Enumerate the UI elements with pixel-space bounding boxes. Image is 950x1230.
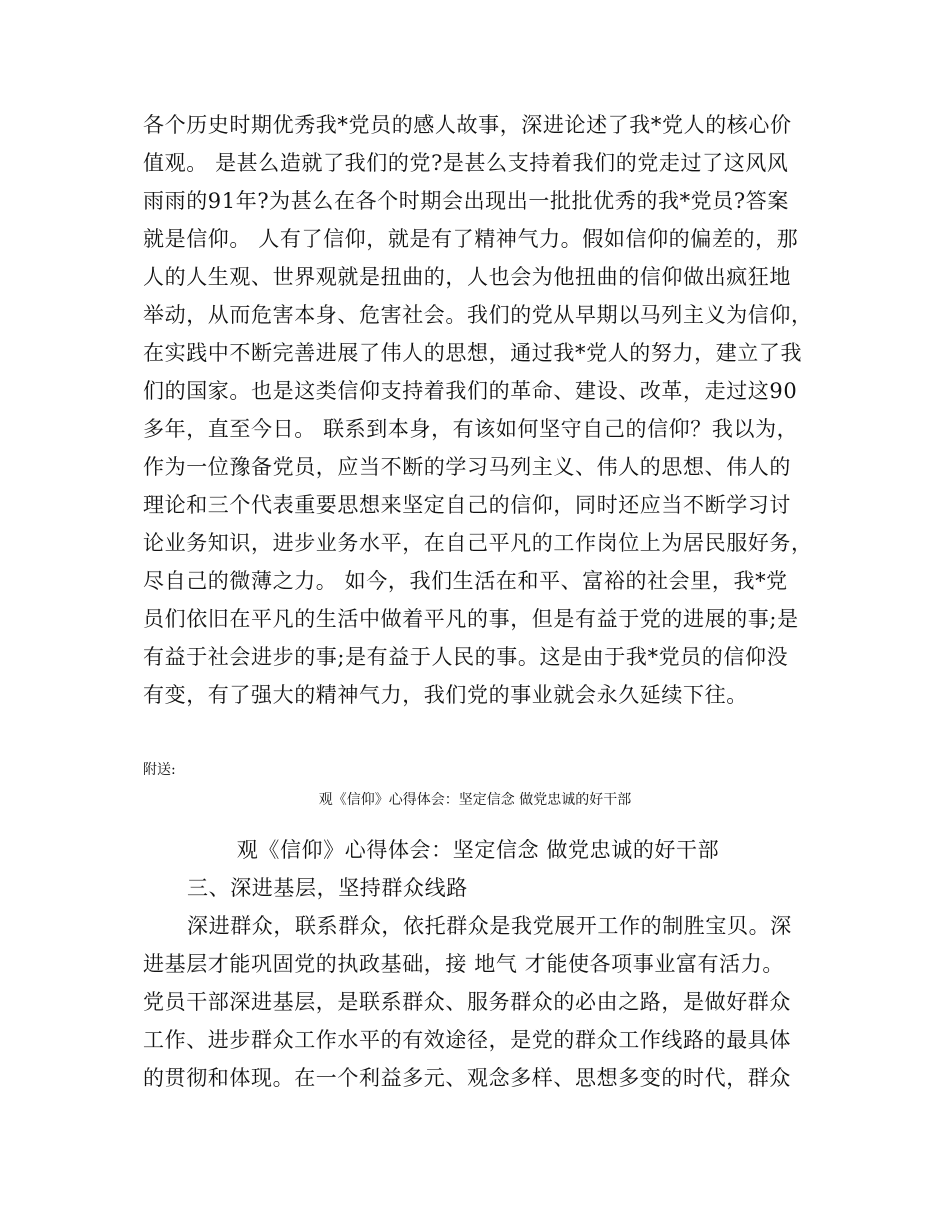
paragraph-line: 理论和三个代表重要思想来坚定自己的信仰，同时还应当不断学习讨	[143, 493, 791, 517]
paragraph-line: 工作、进步群众工作水平的有效途径，是党的群众工作线路的最具体	[143, 1028, 791, 1052]
paragraph-line: 就是信仰。 人有了信仰，就是有了精神气力。假如信仰的偏差的，那	[143, 227, 799, 251]
section-heading: 三、深进基层，坚持群众线路	[187, 876, 468, 900]
paragraph-line: 雨雨的91年?为甚么在各个时期会出现出一批批优秀的我*党员?答案	[143, 189, 789, 213]
paragraph-line: 们的国家。也是这类信仰支持着我们的革命、建设、改革，走过这90	[143, 379, 798, 403]
paragraph-line: 论业务知识，进步业务水平，在自己平凡的工作岗位上为居民服好务，	[143, 531, 813, 555]
paragraph-line: 进基层才能巩固党的执政基础，接 地气 才能使各项事业富有活力。	[143, 952, 784, 976]
paragraph-line: 党员干部深进基层，是联系群众、服务群众的必由之路，是做好群众	[143, 990, 791, 1014]
paragraph-line: 人的人生观、世界观就是扭曲的，人也会为他扭曲的信仰做出疯狂地	[143, 265, 791, 289]
attachment-title: 观《信仰》心得体会：坚定信念 做党忠诚的好干部	[318, 792, 632, 808]
second-article	[143, 831, 813, 1097]
article-title: 观《信仰》心得体会：坚定信念 做党忠诚的好干部	[236, 838, 720, 862]
attachment-label: 附送:	[143, 762, 176, 778]
paragraph-line: 各个历史时期优秀我*党员的感人故事，深进论述了我*党人的核心价	[143, 113, 792, 137]
paragraph-line: 深进群众，联系群众，依托群众是我党展开工作的制胜宝贝。深	[187, 914, 792, 938]
main-paragraph	[143, 106, 813, 714]
paragraph-line: 的贯彻和体现。在一个利益多元、观念多样、思想多变的时代，群众	[143, 1066, 791, 1090]
paragraph-line: 尽自己的微薄之力。 如今，我们生活在和平、富裕的社会里，我*党	[143, 569, 788, 593]
paragraph-line: 员们依旧在平凡的生活中做着平凡的事，但是有益于党的进展的事;是	[143, 607, 799, 631]
paragraph-line: 值观。 是甚么造就了我们的党?是甚么支持着我们的党走过了这风风	[143, 151, 789, 175]
paragraph-line: 多年，直至今日。 联系到本身，有该如何坚守自己的信仰？我以为，	[143, 417, 799, 441]
paragraph-line: 在实践中不断完善进展了伟人的思想，通过我*党人的努力，建立了我	[143, 341, 803, 365]
paragraph-line: 有变，有了强大的精神气力，我们党的事业就会永久延续下往。	[143, 683, 748, 707]
paragraph-line: 举动，从而危害本身、危害社会。我们的党从早期以马列主义为信仰，	[143, 303, 813, 327]
paragraph-line: 作为一位豫备党员，应当不断的学习马列主义、伟人的思想、伟人的	[143, 455, 791, 479]
paragraph-line: 有益于社会进步的事;是有益于人民的事。这是由于我*党员的信仰没	[143, 645, 789, 669]
